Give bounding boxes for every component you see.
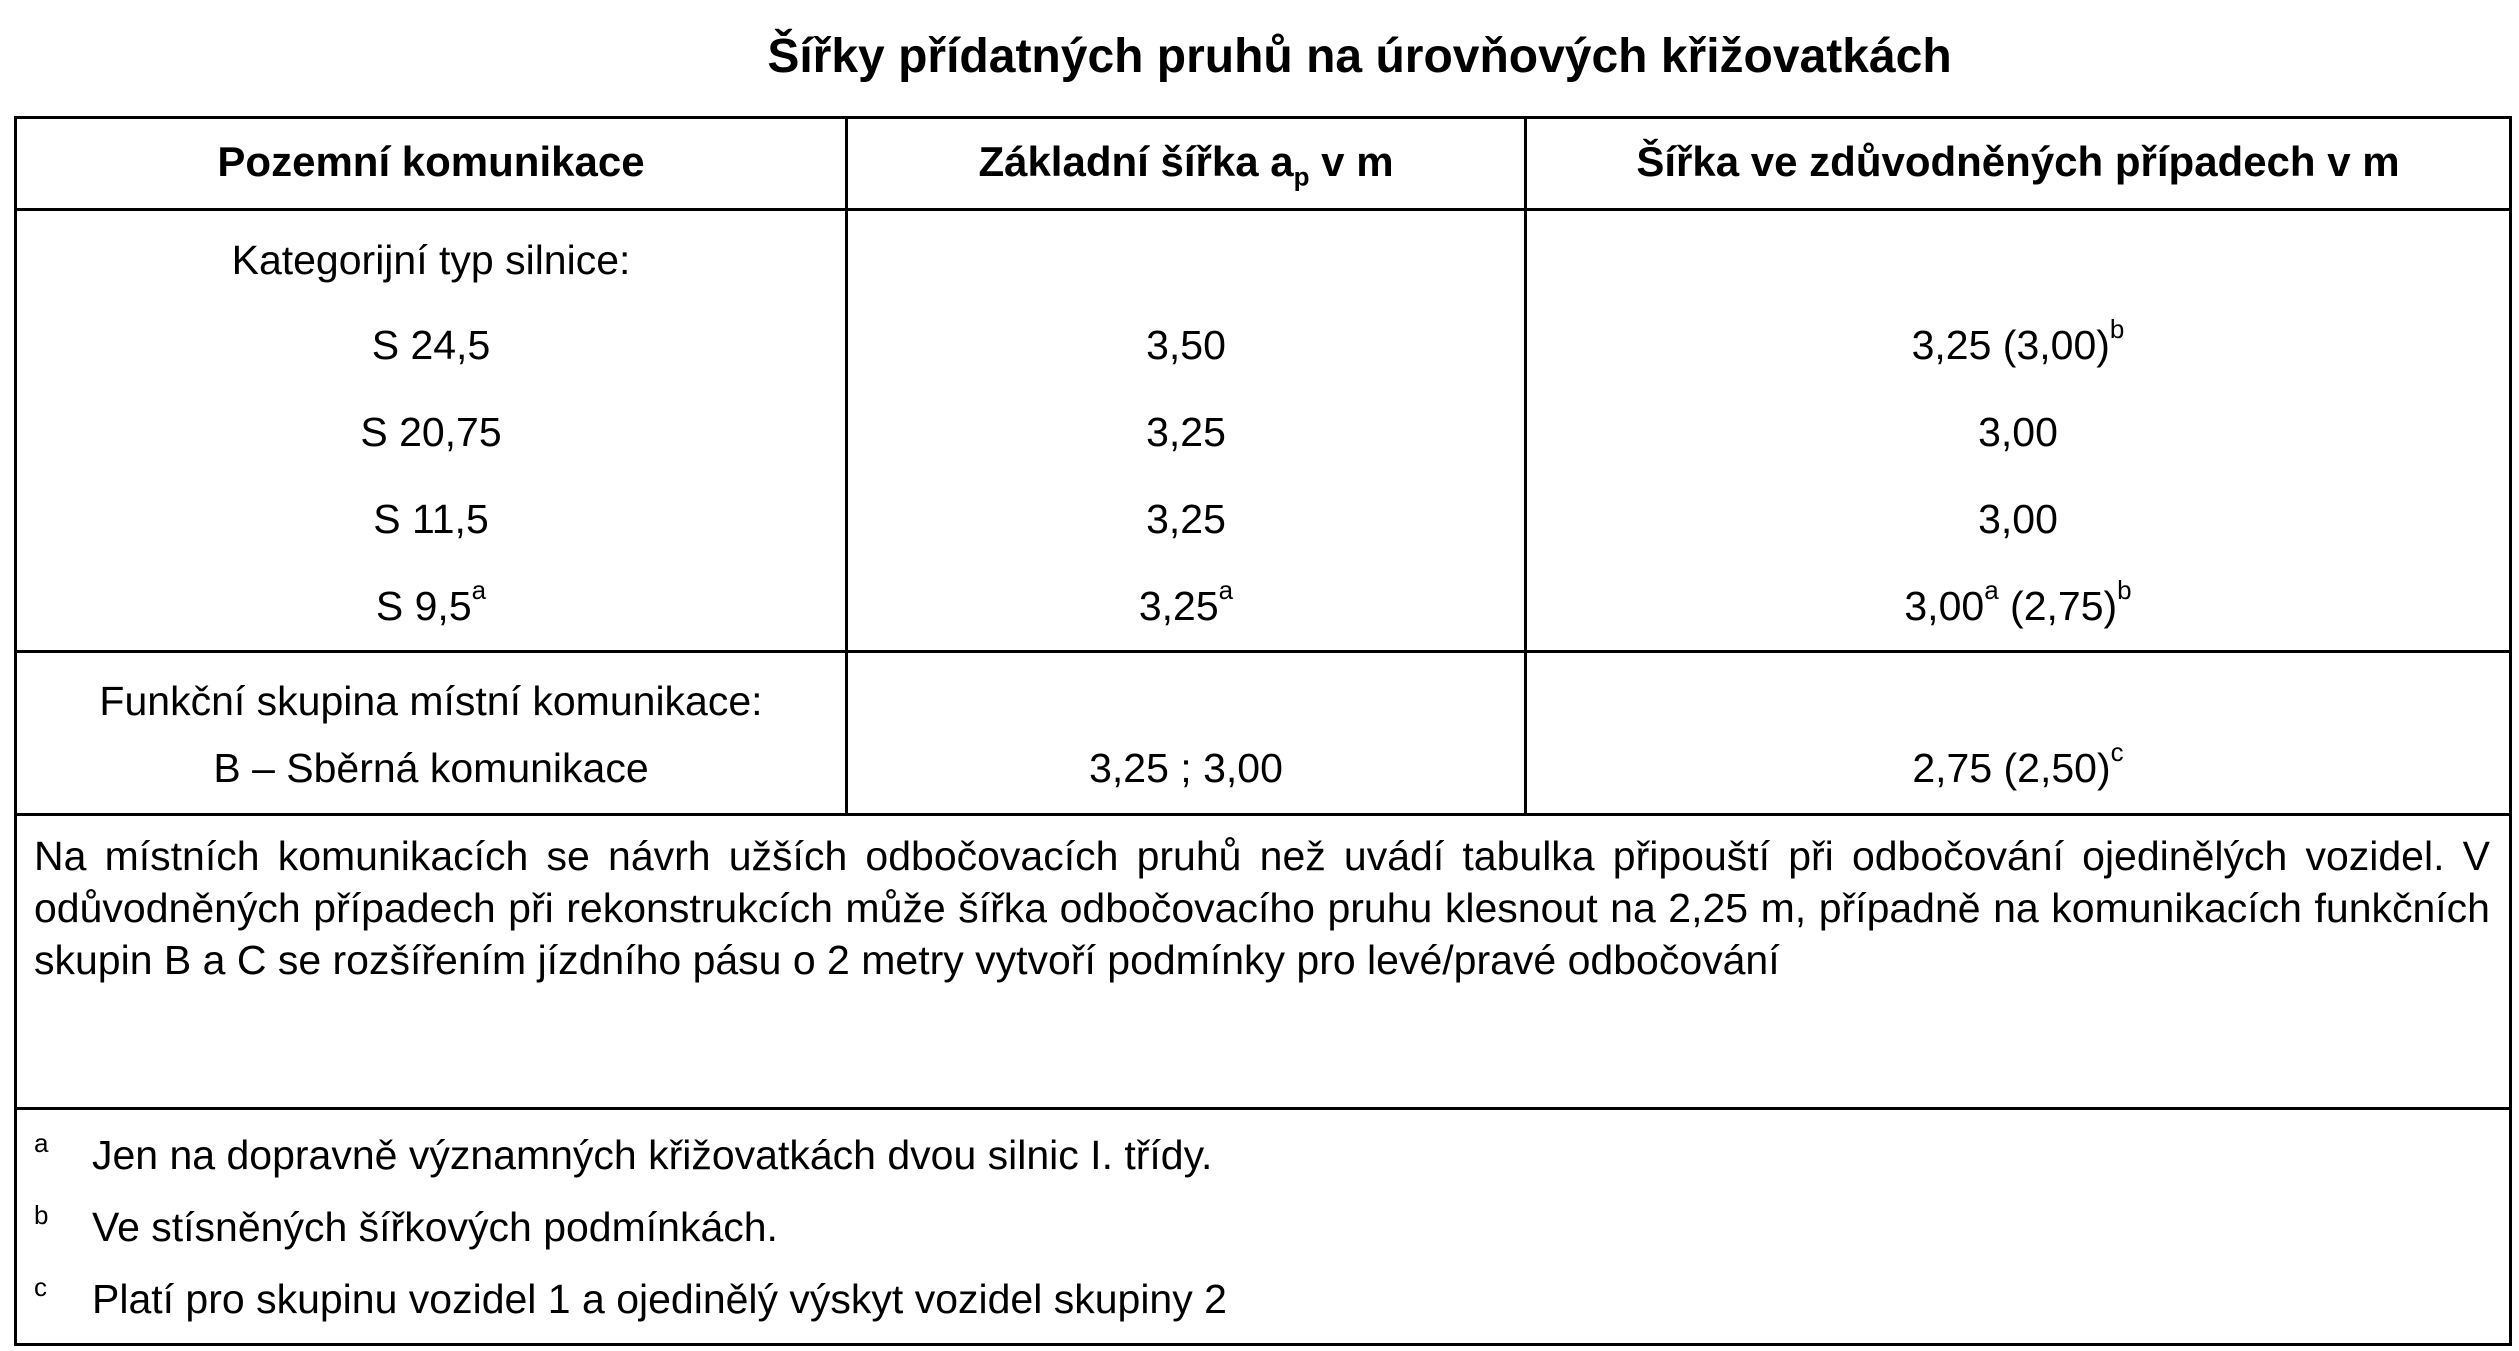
column-divider-2 [1524,116,1527,813]
column-divider-1 [845,116,848,813]
table-note: Na místních komunikacích se návrh užších odbočovacích pruhů než uvádí tabulka připouští při odbočování ojedinělých vozidel. V odůvodněných případech při rekonstrukcích může šířka odbočovacího pruhu klesnout na 2,25 m, případně na komunikacích funkčních skupin B a C se rozšířením jízdního pásu o 2 metry vytvoří podmínky pro levé/pravé odbočování [34,833,2490,983]
header-divider [14,208,2512,211]
footnote-mark: a [34,1128,49,1158]
row-base: 3,25 ; 3,00 [1089,745,1283,791]
footnote-mark: c [34,1272,47,1302]
row-base: 3,25$^a$ [1138,575,1234,629]
footnote-text: Platí pro skupinu vozidel 1 a ojedinělý výskyt vozidel skupiny 2 [92,1276,1227,1322]
header-road: Pozemní komunikace [217,138,645,185]
row-base: 3,50 [1146,322,1226,368]
document-title: Šířky přídatných pruhů na úrovňových křižovatkách [767,30,1952,83]
row-type: S 20,75 [360,409,502,455]
footnote-mark: b [34,1200,49,1230]
row-type: S 9,5$^a$ [375,575,487,629]
footnote-text: Ve stísněných šířkových podmínkách. [92,1204,778,1250]
header-base-width: Základní šířka $a_p$ v m [978,138,1394,192]
row-type: B – Sběrná komunikace [213,745,649,791]
row-alt: 3,00$^a$ $(2,75)^b$ [1904,575,2132,629]
row-alt: 3,00 [1978,496,2058,542]
row-alt: 3,00 [1978,409,2058,455]
note-divider [14,1107,2512,1110]
group-label-category: Kategorijní typ silnice: [231,237,631,283]
header-justified-width: Šířka ve zdůvodněných případech v m [1636,138,2400,185]
row-base: 3,25 [1146,496,1226,542]
row-base: 3,25 [1146,409,1226,455]
group-divider [14,650,2512,653]
row-type: S 11,5 [373,496,489,542]
row-alt: 3,25 $(3,00)^b$ [1911,314,2125,368]
footnote-text: Jen na dopravně významných křižovatkách dvou silnic I. třídy. [92,1132,1213,1178]
row-type: S 24,5 [371,322,491,368]
group-label-local: Funkční skupina místní komunikace: [99,678,763,724]
row-alt: 2,75 $(2,50)^c$ [1912,737,2124,791]
table-bottom-divider [14,813,2512,816]
